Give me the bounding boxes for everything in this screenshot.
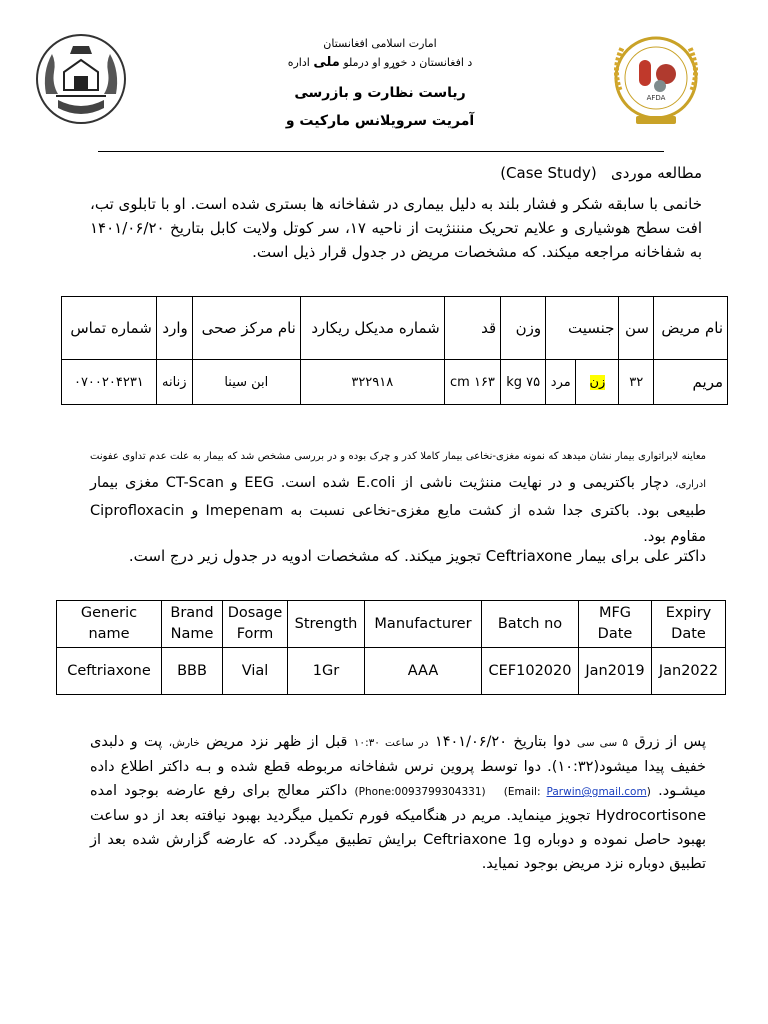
header-divider: [98, 151, 664, 152]
cell-manufacturer: AAA: [365, 648, 482, 695]
th-expiry: Expiry Date: [652, 601, 726, 648]
final-f: خارش،: [168, 737, 200, 749]
header-line-2b: ملی: [313, 55, 340, 70]
cell-name: مریم: [653, 360, 727, 405]
cell-expiry: Jan2022: [652, 648, 726, 695]
th-mfg: MFG Date: [579, 601, 652, 648]
th-brand: Brand Name: [162, 601, 223, 648]
header-line-2c: اداره: [287, 56, 310, 69]
th-gender: جنسیت: [546, 297, 619, 360]
th-phone: شماره تماس: [62, 297, 157, 360]
header-line-4: آمریت سرویلانس مارکیت و: [285, 113, 475, 129]
lab-small-text: معاینه لابراتواری بیمار نشان میدهد که نمونه مغزی-نخاعی بیمار کاملا کدر و چرک بوده و در بررسی مشخص شد که بیمار به علت عدم تداوی عفونت ادراری،: [90, 451, 706, 490]
cell-batch: CEF102020: [482, 648, 579, 695]
final-h: داکتر معالج برای رفع عارضه بوجود امده Hydrocortisone تجویز مینماید. مریم در هنگامیکه فورم تکمیل میگردید بهبود نیافته بعد از دو ساعت بهبود حاصل نموده و دوباره Ceftriaxone 1g برایش تطبیق میگردد. که عارضه گزارش شده بعد از تطبیق دوباره نزد مریض بوجود نمیاید.: [90, 783, 706, 872]
intro-paragraph: خانمی با سابقه شکر و فشار بلند به دلیل بیماری در شفاخانه ها بستری شده است. او با تابلوی تب، افت سطح هوشیاری و علایم تحریک منننژیت از ناحیه ۱۷، سر کوتل ولایت کابل بتاریخ ۱۴۰۱/۰۶/۲۰ به شفاخانه مراجعه میکند. که مشخصات مریض در جدول قرار ذیل است.: [90, 195, 702, 261]
patient-table-header: [62, 297, 728, 360]
title-fa: مطالعه موردی: [611, 164, 702, 182]
th-strength: Strength: [288, 601, 365, 648]
lab-main-text: دچار باکتریمی و در نهایت مننژیت ناشی از E.coli شده است. EEG و CT-Scan مغزی بیمار طبیعی بود. باکتری جدا شده از کشت مایع مغزی-نخاعی نسبت به Imepenam و Ciprofloxacin مقاوم بود.: [90, 475, 706, 545]
afda-logo: [606, 30, 706, 130]
email-label: (Email:: [503, 786, 541, 798]
th-record: شماره مدیکل ریکارد: [300, 297, 444, 360]
final-c: دوا بتاریخ ۱۴۰۱/۰۶/۲۰: [434, 734, 571, 750]
cell-brand: BBB: [162, 648, 223, 695]
cell-center: ابن سینا: [192, 360, 300, 405]
cell-age: ۳۲: [619, 360, 654, 405]
prescription-paragraph: داکتر علی برای بیمار Ceftriaxone تجویز میکند. که مشخصات ادویه در جدول زیر درج است.: [128, 547, 706, 565]
phone-text: (Phone:0093799304331): [354, 786, 486, 798]
cell-generic: Ceftriaxone: [57, 648, 162, 695]
final-d: در ساعت ۱۰:۳۰: [353, 737, 429, 749]
header: [230, 36, 530, 134]
th-center: نام مرکز صحی: [192, 297, 300, 360]
header-line-2: [230, 52, 530, 74]
cell-male: مرد: [546, 360, 576, 405]
cell-height: ۱۶۳ cm: [444, 360, 500, 405]
patient-row: [62, 360, 728, 405]
th-dosage: Dosage Form: [223, 601, 288, 648]
afda-logo-text: AFDA: [646, 94, 666, 102]
cell-female: [576, 360, 619, 405]
th-generic: Generic name: [57, 601, 162, 648]
th-ward: وارد: [156, 297, 192, 360]
cell-weight: ۷۵ kg: [501, 360, 546, 405]
case-study-title: [90, 162, 702, 184]
cell-phone: ۰۷۰۰۲۰۴۲۳۱: [62, 360, 157, 405]
drug-table-header: [57, 601, 726, 648]
final-b: ۵ سی سی: [576, 737, 629, 749]
drug-table: [56, 600, 726, 695]
header-line-1: امارت اسلامی افغانستان: [323, 37, 437, 50]
title-en: (Case Study): [500, 164, 597, 182]
lab-paragraph: [90, 442, 706, 550]
final-g: پت و دلبدی خفیف پیدا میشود(۱۰:۳۲). دوا توسط پروین نرس شفاخانه مربوطه قطع شده و بـه داکتر اطلاع داده میشـود.: [90, 734, 707, 799]
th-age: سن: [619, 297, 654, 360]
contact-info: [355, 786, 651, 798]
cell-strength: 1Gr: [288, 648, 365, 695]
cell-ward: زنانه: [156, 360, 192, 405]
final-e: قبل از ظهر نزد مریض: [206, 734, 348, 750]
header-line-3: ریاست نظارت و بازرسی: [294, 85, 466, 101]
th-name: نام مریض: [653, 297, 727, 360]
final-a: پس از زرق: [634, 734, 707, 750]
email-link[interactable]: Parwin@gmail.com: [546, 786, 647, 798]
email-close: ): [646, 786, 651, 798]
drug-row: [57, 648, 726, 695]
cell-record: ۳۲۲۹۱۸: [300, 360, 444, 405]
patient-table: [61, 296, 728, 405]
cell-mfg: Jan2019: [579, 648, 652, 695]
header-line-2a: د افغانستان د خوړو او درملو: [343, 56, 473, 69]
th-weight: وزن: [501, 297, 546, 360]
cell-dosage: Vial: [223, 648, 288, 695]
th-height: قد: [444, 297, 500, 360]
th-batch: Batch no: [482, 601, 579, 648]
final-paragraph: [90, 730, 706, 876]
female-highlight: زن: [589, 374, 606, 390]
th-manufacturer: Manufacturer: [365, 601, 482, 648]
emblem-logo: [34, 32, 128, 126]
